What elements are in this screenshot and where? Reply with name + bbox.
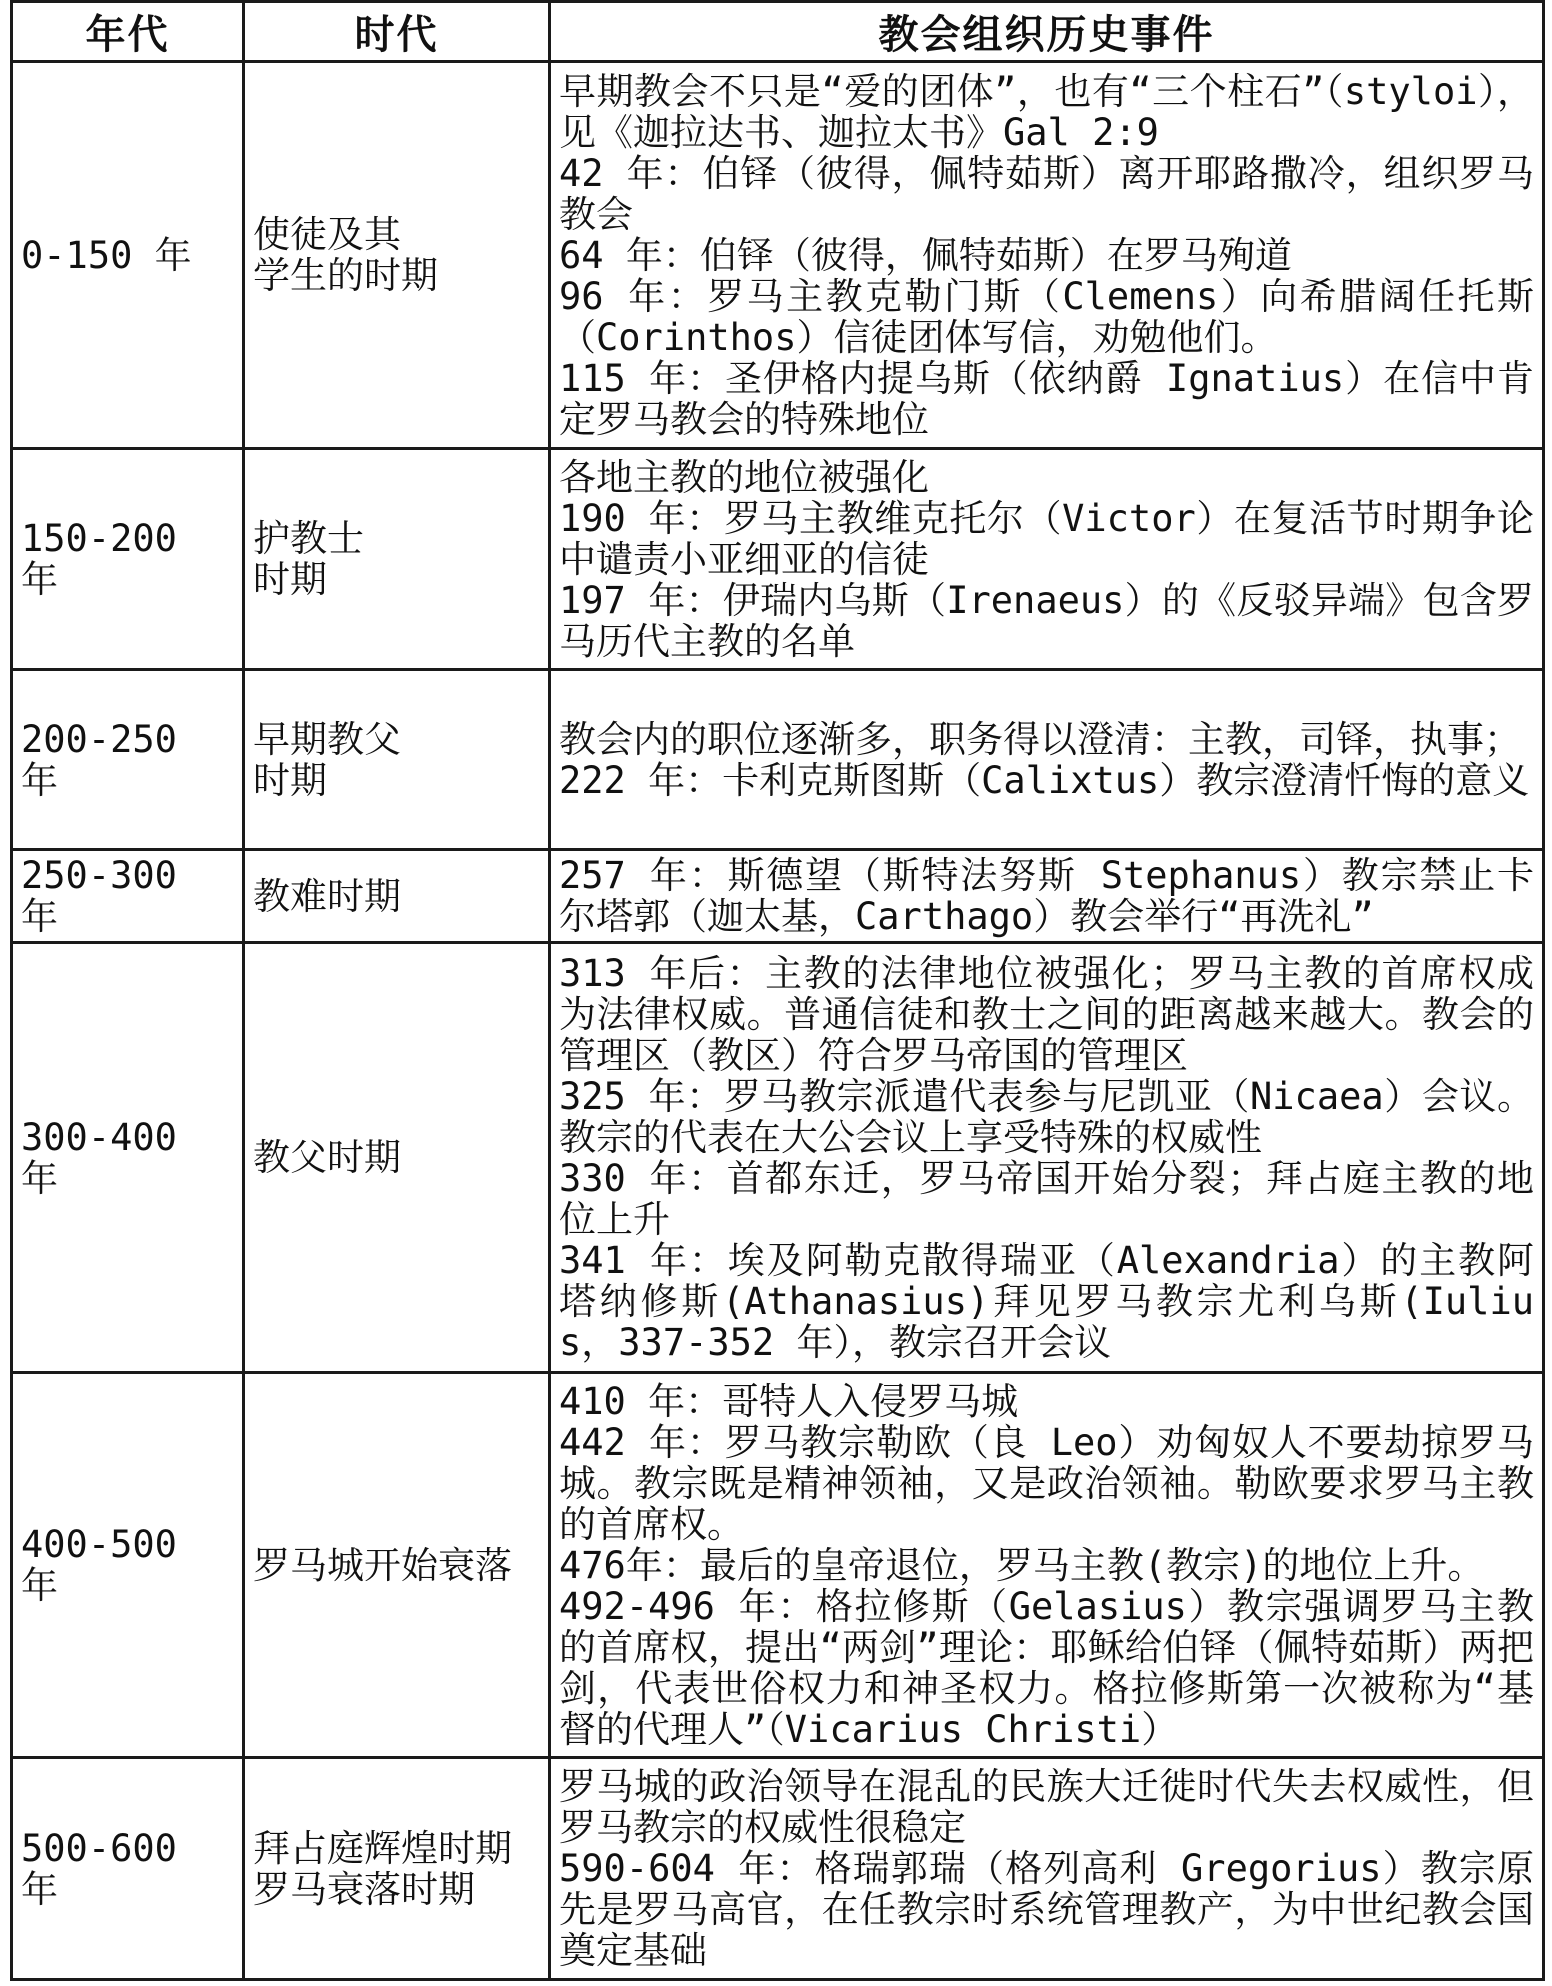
events-cell (550, 449, 1544, 670)
era-line: 罗马城开始衰落 (253, 1543, 512, 1587)
events-cell (550, 62, 1544, 449)
church-history-table (10, 0, 1545, 1981)
event-entry: 早期教会不只是“爱的团体”，也有“三个柱石”（styloi），见《迦拉达书、迦拉太书》Gal 2:9 (559, 69, 1534, 154)
event-entry: 罗马城的政治领导在混乱的民族大迁徙时代失去权威性，但罗马教宗的权威性很稳定 (559, 1765, 1534, 1849)
events-cell (550, 943, 1544, 1373)
events-cell (550, 670, 1544, 850)
era-line: 教难时期 (253, 874, 401, 918)
event-entry: 476年：最后的皇帝退位，罗马主教(教宗)的地位上升。 (559, 1543, 1485, 1587)
era-line: 护教士 (253, 517, 364, 560)
era-cell (244, 943, 550, 1373)
event-entry: 96 年：罗马主教克勒门斯（Clemens）向希腊阔任托斯（Corinthos）信徒团体写信，劝勉他们。 (559, 274, 1534, 359)
table-row (12, 943, 1544, 1373)
event-entry: 313 年后：主教的法律地位被强化；罗马主教的首席权成为法律权威。普通信徒和教士之间的距离越来越大。教会的管理区（教区）符合罗马帝国的管理区 (559, 951, 1534, 1077)
header-era: 时代 (244, 2, 550, 62)
table-row (12, 449, 1544, 670)
years-cell: 500-600 年 (12, 1758, 244, 1980)
event-entry: 197 年：伊瑞内乌斯（Irenaeus）的《反驳异端》包含罗马历代主教的名单 (559, 578, 1534, 663)
event-entry: 330 年：首都东迁，罗马帝国开始分裂；拜占庭主教的地位上升 (559, 1156, 1534, 1241)
table-row (12, 850, 1544, 943)
era-line: 学生的时期 (253, 254, 438, 297)
years-cell: 0-150 年 (12, 62, 244, 449)
years-cell: 150-200 年 (12, 449, 244, 670)
event-entry: 257 年：斯德望（斯特法努斯 Stephanus）教宗禁止卡尔塔郭（迦太基，Carthago）教会举行“再洗礼” (559, 854, 1534, 938)
event-entry: 64 年：伯铎（彼得，佩特茹斯）在罗马殉道 (559, 233, 1292, 277)
event-entry: 410 年：哥特人入侵罗马城 (559, 1379, 1019, 1423)
era-cell (244, 850, 550, 943)
era-cell (244, 449, 550, 670)
years-cell: 250-300 年 (12, 850, 244, 943)
event-entry: 190 年：罗马主教维克托尔（Victor）在复活节时期争论中谴责小亚细亚的信徒 (559, 496, 1534, 581)
header-row (12, 2, 1544, 62)
years-cell: 200-250 年 (12, 670, 244, 850)
event-entry: 42 年：伯铎（彼得，佩特茹斯）离开耶路撒冷，组织罗马教会 (559, 151, 1534, 236)
header-events: 教会组织历史事件 (550, 2, 1544, 62)
era-cell (244, 1373, 550, 1758)
event-entry: 341 年：埃及阿勒克散得瑞亚（Alexandria）的主教阿塔纳修斯(Athanasius)拜见罗马教宗尤利乌斯(Iulius，337-352 年），教宗召开会议 (559, 1238, 1534, 1364)
events-cell (550, 1758, 1544, 1980)
era-line: 早期教父 (253, 717, 401, 761)
event-entry: 115 年：圣伊格内提乌斯（依纳爵 Ignatius）在信中肯定罗马教会的特殊地位 (559, 356, 1534, 441)
event-entry: 590-604 年：格瑞郭瑞（格列高利 Gregorius）教宗原先是罗马高官，在任教宗时系统管理教产，为中世纪教会国奠定基础 (559, 1847, 1534, 1972)
event-entry: 222 年：卡利克斯图斯（Calixtus）教宗澄清忏悔的意义 (559, 758, 1530, 802)
table-row (12, 670, 1544, 850)
header-years: 年代 (12, 2, 244, 62)
era-cell (244, 1758, 550, 1980)
table-row (12, 62, 1544, 449)
era-cell (244, 670, 550, 850)
years-cell: 400-500 年 (12, 1373, 244, 1758)
events-cell (550, 1373, 1544, 1758)
events-cell (550, 850, 1544, 943)
event-entry: 442 年：罗马教宗勒欧（良 Leo）劝匈奴人不要劫掠罗马城。教宗既是精神领袖，又是政治领袖。勒欧要求罗马主教的首席权。 (559, 1420, 1534, 1546)
table-row (12, 1758, 1544, 1980)
table-row (12, 1373, 1544, 1758)
era-line: 使徒及其 (253, 213, 401, 256)
era-line: 时期 (253, 758, 327, 802)
event-entry: 325 年：罗马教宗派遣代表参与尼凯亚（Nicaea）会议。教宗的代表在大公会议上享受特殊的权威性 (559, 1074, 1534, 1159)
event-entry: 各地主教的地位被强化 (559, 455, 929, 499)
event-entry: 教会内的职位逐渐多，职务得以澄清：主教，司铎，执事； (559, 717, 1521, 761)
era-line: 时期 (253, 558, 327, 601)
era-cell (244, 62, 550, 449)
era-line: 拜占庭辉煌时期 (253, 1826, 512, 1870)
event-entry: 492-496 年：格拉修斯（Gelasius）教宗强调罗马主教的首席权，提出“两剑”理论：耶稣给伯铎（佩特茹斯）两把剑，代表世俗权力和神圣权力。格拉修斯第一次被称为“基督的代理人”（Vicarius Christi） (559, 1584, 1534, 1751)
era-line: 罗马衰落时期 (253, 1867, 475, 1911)
era-line: 教父时期 (253, 1136, 401, 1179)
years-cell: 300-400 年 (12, 943, 244, 1373)
